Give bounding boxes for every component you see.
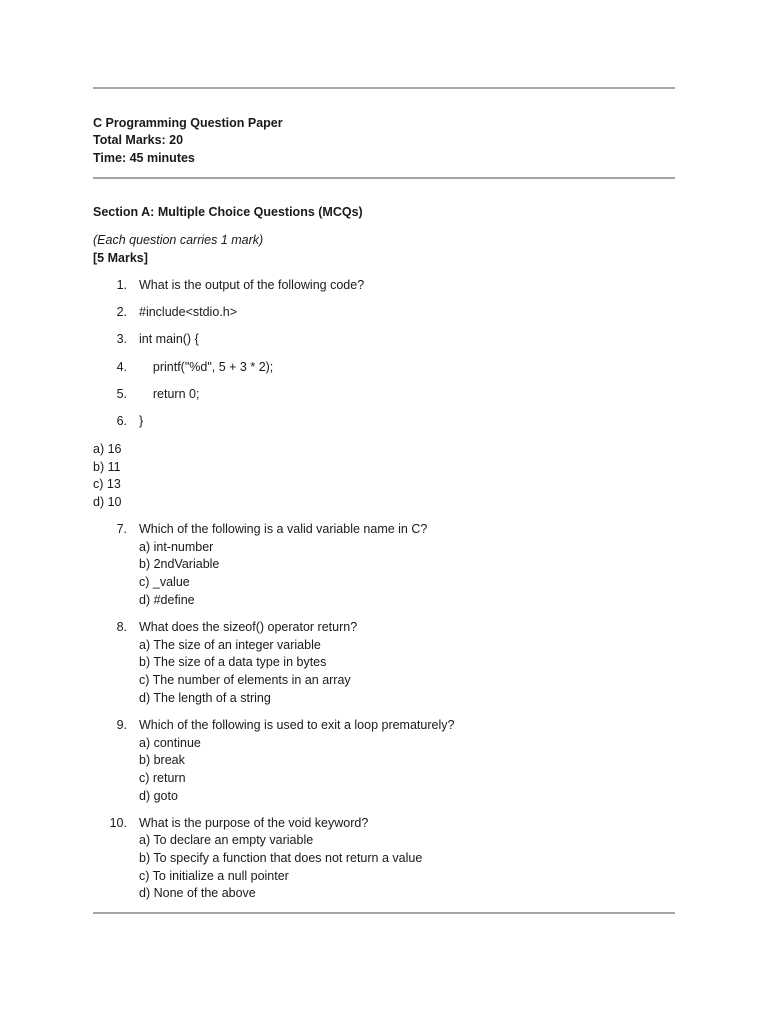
option-b: b) The size of a data type in bytes	[139, 655, 327, 669]
option-d: d) #define	[139, 593, 195, 607]
question-number: 9.	[116, 718, 127, 732]
option-c: c) _value	[139, 575, 190, 589]
option-d: d) The length of a string	[139, 691, 271, 705]
list-item-number: 6.	[116, 414, 127, 428]
question-text: Which of the following is a valid variable name in C?	[139, 522, 428, 536]
list-item-text: printf("%d", 5 + 3 * 2);	[139, 360, 274, 374]
option-a: a) int-number	[139, 540, 214, 554]
section-a-marks: [5 Marks]	[93, 251, 148, 265]
list-item-text: return 0;	[139, 387, 200, 401]
header-divider	[93, 177, 675, 179]
top-divider	[93, 87, 675, 89]
option-d: d) goto	[139, 789, 178, 803]
option-b: b) To specify a function that does not return a value	[139, 851, 423, 865]
paper-title: C Programming Question Paper	[93, 116, 283, 130]
option-c: c) The number of elements in an array	[139, 673, 351, 687]
list-item-number: 3.	[116, 332, 127, 346]
option-b: b) break	[139, 753, 185, 767]
question-number: 10.	[109, 816, 127, 830]
option-b: b) 2ndVariable	[139, 557, 220, 571]
question-text: Which of the following is used to exit a loop prematurely?	[139, 718, 455, 732]
question-number: 8.	[116, 620, 127, 634]
option-c: c) return	[139, 771, 186, 785]
list-item-number: 1.	[116, 278, 127, 292]
option-a: a) 16	[93, 442, 122, 456]
list-item-number: 2.	[116, 305, 127, 319]
option-d: d) None of the above	[139, 886, 256, 900]
section-a-note: (Each question carries 1 mark)	[93, 233, 264, 247]
option-a: a) The size of an integer variable	[139, 638, 321, 652]
list-item-number: 5.	[116, 387, 127, 401]
question-text: What is the purpose of the void keyword?	[139, 816, 369, 830]
time-limit: Time: 45 minutes	[93, 151, 195, 165]
option-a: a) To declare an empty variable	[139, 833, 314, 847]
section-a-heading: Section A: Multiple Choice Questions (MCQs)	[93, 205, 363, 219]
bottom-divider	[93, 912, 675, 914]
question-number: 7.	[116, 522, 127, 536]
question-text: What does the sizeof() operator return?	[139, 620, 358, 634]
total-marks: Total Marks: 20	[93, 133, 184, 147]
option-c: c) To initialize a null pointer	[139, 869, 289, 883]
list-item-text: }	[139, 414, 144, 428]
option-c: c) 13	[93, 477, 121, 491]
list-item-text: #include<stdio.h>	[139, 305, 237, 319]
option-a: a) continue	[139, 736, 201, 750]
option-d: d) 10	[93, 495, 122, 509]
list-item-text: What is the output of the following code?	[139, 278, 365, 292]
list-item-number: 4.	[116, 360, 127, 374]
list-item-text: int main() {	[139, 332, 199, 346]
option-b: b) 11	[93, 460, 121, 474]
